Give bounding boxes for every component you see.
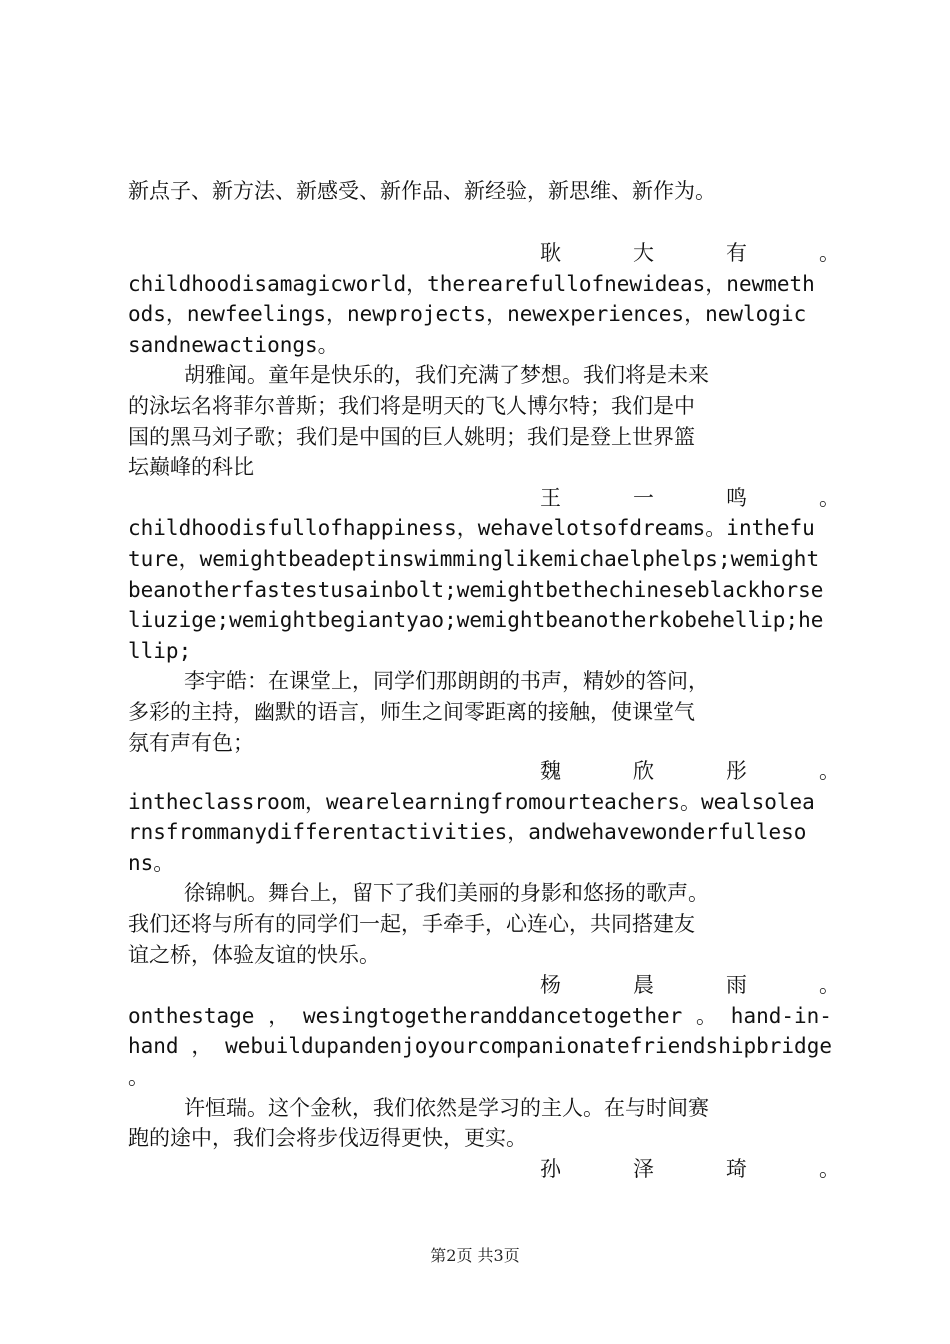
name-char: 耿 <box>540 241 561 265</box>
text-line: 我们还将与所有的同学们一起，手牵手，心连心，共同搭建友 <box>128 911 695 936</box>
text-segment: ， <box>268 1003 290 1028</box>
text-line: 胡雅闻。童年是快乐的，我们充满了梦想。我们将是未来 <box>184 363 709 388</box>
text-line: 的泳坛名将菲尔普斯；我们将是明天的飞人博尔特；我们是中 <box>128 393 695 418</box>
name-char: 。 <box>819 759 840 783</box>
text-line: ture，wemightbeadeptinswimminglikemichaelphelps;wemight <box>128 546 820 571</box>
name-char: 。 <box>819 1156 840 1181</box>
name-char: 魏 <box>540 759 561 783</box>
text-line: 徐锦帆。舞台上，留下了我们美丽的身影和悠扬的歌声。 <box>184 881 709 906</box>
text-line: llip; <box>128 638 192 663</box>
text-line <box>128 1031 832 1062</box>
text-segment: ， <box>191 1034 213 1059</box>
text-line: 多彩的主持，幽默的语言，师生之间零距离的接触，使课堂气 <box>128 699 695 724</box>
author-name <box>128 1154 840 1185</box>
name-char: 晨 <box>633 973 654 998</box>
text-line: 跑的途中，我们会将步伐迈得更快，更实。 <box>128 1126 527 1151</box>
text-line: liuzige;wemightbegiantyao;wemightbeanotherkobehellip;he <box>128 608 824 633</box>
text-line: 国的黑马刘子歌；我们是中国的巨人姚明；我们是登上世界篮 <box>128 424 695 449</box>
name-char: 琦 <box>726 1156 747 1181</box>
text-line: 坛巅峰的科比 <box>128 455 254 480</box>
text-line: intheclassroom，wearelearningfromourteachers。wealsolea <box>128 789 815 814</box>
name-char: 欣 <box>633 759 654 783</box>
body-text <box>128 176 832 207</box>
text-line: 。 <box>128 1064 149 1089</box>
text-segment: webuildupandenjoyourcompanionatefriendshipbridge <box>225 1034 832 1059</box>
page-footer: 第2页 共3页 <box>430 1246 520 1265</box>
text-line: ods，newfeelings，newprojects，newexperiences，newlogic <box>128 302 807 327</box>
name-char: 泽 <box>633 1156 654 1181</box>
text-line: 谊之桥，体验友谊的快乐。 <box>128 942 380 967</box>
text-line: rnsfrommanydifferentactivities，andwehavewonderfulleso <box>128 820 807 845</box>
text-line: childhoodisfullofhappiness，wehavelotsofdreams。inthefu <box>128 516 815 541</box>
author-name <box>128 756 840 787</box>
text-line: ns。 <box>128 850 175 875</box>
text-line: beanotherfastestusainbolt;wemightbethechineseblackhorse <box>128 577 824 602</box>
name-char: 一 <box>633 485 654 510</box>
name-char: 王 <box>540 485 561 510</box>
text-line: sandnewactiongs。 <box>128 332 339 357</box>
text-segment: hand <box>128 1034 179 1059</box>
text-line: childhoodisamagicworld，therearefullofnewideas，newmeth <box>128 271 815 296</box>
name-char: 。 <box>819 241 840 265</box>
text-segment: wesingtogetheranddancetogether <box>302 1003 683 1028</box>
name-char: 杨 <box>540 973 561 998</box>
name-char: 。 <box>819 973 840 998</box>
name-char: 鸣 <box>726 485 747 510</box>
text-segment: onthestage <box>128 1003 255 1028</box>
text-segment: 新点子、新方法、新感受、新作品、新经验，新思维、新作为。 <box>128 179 716 203</box>
body-text <box>128 238 840 758</box>
body-text <box>128 756 840 1184</box>
name-char: 大 <box>633 241 654 265</box>
text-line: 氛有声有色； <box>128 730 254 755</box>
name-char: 。 <box>819 485 840 510</box>
text-segment: hand-in- <box>730 1003 832 1028</box>
name-char: 孙 <box>540 1156 561 1181</box>
author-name <box>128 970 840 1001</box>
name-char: 雨 <box>726 973 747 998</box>
text-line <box>128 176 832 207</box>
text-line <box>128 1001 832 1032</box>
text-line: 李宇皓：在课堂上，同学们那朗朗的书声，精妙的答问， <box>184 669 709 694</box>
author-name <box>128 483 840 514</box>
text-segment: 。 <box>696 1003 718 1028</box>
name-char: 有 <box>726 241 747 265</box>
author-name <box>128 238 840 269</box>
name-char: 彤 <box>726 759 747 783</box>
text-line: 许恒瑞。这个金秋，我们依然是学习的主人。在与时间赛 <box>184 1095 709 1120</box>
